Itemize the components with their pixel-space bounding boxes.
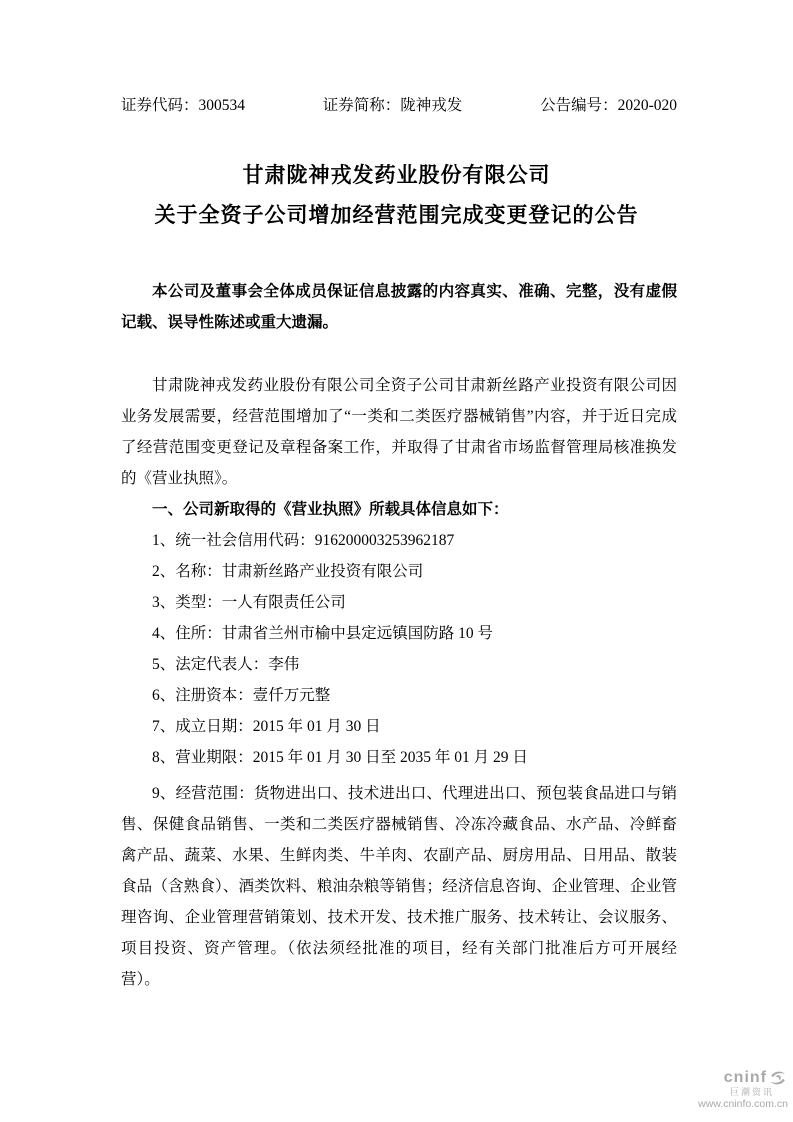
- announcement-number-label: 公告编号：2020-020: [540, 97, 677, 114]
- license-item-registered-capital: 6、注册资本：壹仟万元整: [152, 687, 331, 704]
- intro-paragraph: 甘肃陇神戎发药业股份有限公司全资子公司甘肃新丝路产业投资有限公司因业务发展需要，经营范围增加了“一类和二类医疗器械销售”内容，并于近日完成了经营范围变更登记及章程备案工作，并取得了甘肃省市场监督管理局核准换发的《营业执照》。: [121, 377, 677, 487]
- announcement-title: 关于全资子公司增加经营范围完成变更登记的公告: [154, 203, 639, 227]
- document-header-row: [121, 93, 677, 115]
- cninfo-brand-text: cninf: [723, 1068, 767, 1086]
- board-declaration-paragraph: 本公司及董事会全体成员保证信息披露的内容真实、准确、完整，没有虚假记载、误导性陈述或重大遗漏。: [121, 283, 677, 331]
- section-1-heading: 一、公司新取得的《营业执照》所载具体信息如下：: [152, 501, 509, 518]
- stock-code-label: 证券代码：300534: [121, 97, 246, 114]
- cninfo-watermark: [698, 1069, 788, 1111]
- license-item-name: 2、名称：甘肃新丝路产业投资有限公司: [152, 563, 424, 580]
- license-item-founding-date: 7、成立日期：2015 年 01 月 30 日: [152, 718, 381, 735]
- business-scope-paragraph: 9、经营范围：货物进出口、技术进出口、代理进出口、预包装食品进口与销售、保健食品销售、一类和二类医疗器械销售、冷冻冷藏食品、水产品、冷鲜畜禽产品、蔬菜、水果、生鲜肉类、牛羊肉、农副产品、厨房用品、日用品、散装食品（含熟食）、酒类饮料、粮油杂粮等销售；经济信息咨询、企业管理、企业管理咨询、企业管理营销策划、技术开发、技术推广服务、技术转让、会议服务、项目投资、资产管理。（依法须经批准的项目，经有关部门批准后方可开展经营）。: [121, 785, 677, 988]
- license-item-business-term: 8、营业期限：2015 年 01 月 30 日至 2035 年 01 月 29 日: [152, 749, 528, 766]
- license-item-type: 3、类型：一人有限责任公司: [152, 594, 346, 611]
- license-item-legal-rep: 5、法定代表人：李伟: [152, 656, 300, 673]
- business-license-info-list: [121, 525, 677, 773]
- license-item-credit-code: 1、统一社会信用代码：916200003253962187: [152, 532, 455, 549]
- stock-abbr-label: 证券简称：陇神戎发: [322, 97, 463, 114]
- license-item-address: 4、住所：甘肃省兰州市榆中县定远镇国防路 10 号: [152, 625, 494, 642]
- cninfo-swirl-logo-icon: [768, 1069, 788, 1087]
- company-name-title: 甘肃陇神戎发药业股份有限公司: [242, 163, 551, 187]
- cninfo-brand-line: [698, 1069, 788, 1087]
- cninfo-url: www.cninfo.com.cn: [698, 1098, 788, 1111]
- cninfo-chinese-name: 巨潮资讯: [729, 1086, 774, 1097]
